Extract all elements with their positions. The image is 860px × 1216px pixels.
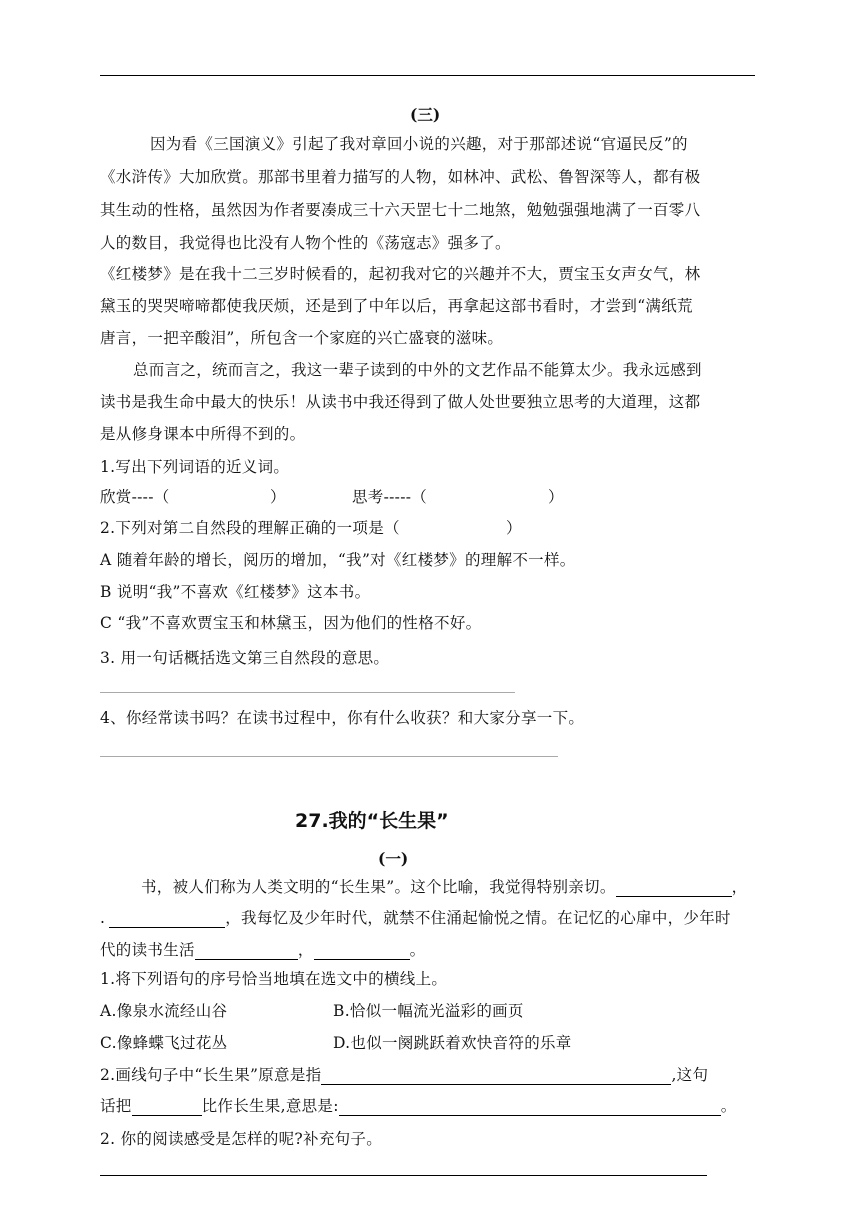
blank-3[interactable] <box>195 943 298 960</box>
q1-synonym-b-close: ） <box>548 488 564 506</box>
paragraph-3-line-2: 读书是我生命中最大的快乐！从读书中我还得到了做人处世要独立思考的大道理，这都 <box>100 393 701 411</box>
lesson-option-a: A.像泉水流经山谷 <box>100 1002 228 1020</box>
lesson-question-2-line-2 <box>100 1096 737 1116</box>
lesson-line-2 <box>100 908 731 928</box>
lesson-line-3-comma: ， <box>297 941 314 959</box>
blank-meaning[interactable] <box>339 1099 721 1116</box>
lesson-line-1-text: 书，被人们称为人类文明的“长生果”。这个比喻，我觉得特别亲切。 <box>141 878 616 896</box>
option-c: C “我”不喜欢贾宝玉和林黛玉，因为他们的性格不好。 <box>100 614 482 632</box>
q1-synonym-a-close: ） <box>270 488 286 506</box>
lesson-question-2-line-2-a: 话把 <box>100 1097 132 1115</box>
lesson-option-d: D.也似一阕跳跃着欢快音符的乐章 <box>333 1034 572 1052</box>
blank-original-meaning[interactable] <box>321 1068 671 1085</box>
blank-compared-thing[interactable] <box>132 1099 202 1116</box>
section-heading: (三) <box>410 105 441 124</box>
lesson-line-1-end: ， <box>731 878 748 896</box>
option-a: A 随着年龄的增长，阅历的增加，“我”对《红楼梦》的理解不一样。 <box>100 551 576 569</box>
lesson-question-2-line-2-end: 。 <box>720 1097 737 1115</box>
top-rule <box>100 75 755 76</box>
paragraph-2-line-2: 黛玉的哭哭啼啼都使我厌烦，还是到了中年以后，再拿起这部书看时，才尝到“满纸荒 <box>100 297 693 315</box>
lesson-question-3: 2. 你的阅读感受是怎样的呢?补充句子。 <box>100 1130 383 1148</box>
blank-1[interactable] <box>616 880 732 897</box>
blank-4[interactable] <box>314 943 410 960</box>
question-2-close: ） <box>506 519 522 537</box>
lesson-option-c: C.像蜂蝶飞过花丛 <box>100 1034 228 1052</box>
paragraph-1-line-1: 因为看《三国演义》引起了我对章回小说的兴趣，对于那部述说“官逼民反”的 <box>150 135 688 153</box>
lesson-line-2-text: ，我每忆及少年时代，就禁不住涌起愉悦之情。在记忆的心扉中，少年时 <box>225 909 731 927</box>
paragraph-1-line-3: 其生动的性格，虽然因为作者要凑成三十六天罡七十二地煞，勉勉强强地满了一百零八 <box>100 201 701 219</box>
paragraph-2-line-1: 《红楼梦》是在我十二三岁时候看的，起初我对它的兴趣并不大，贾宝玉女声女气，林 <box>100 265 701 283</box>
lesson-line-3-end: 。 <box>409 941 426 959</box>
paragraph-2-line-3: 唐言，一把辛酸泪”，所包含一个家庭的兴亡盛衰的滋味。 <box>100 329 504 347</box>
lesson-question-2-text: 2.画线句子中“长生果”原意是指 <box>100 1066 322 1084</box>
answer-line-q4 <box>100 756 558 757</box>
question-1: 1.写出下列词语的近义词。 <box>100 458 290 476</box>
lesson-option-b: B.恰似一幅流光溢彩的画页 <box>333 1002 524 1020</box>
answer-line-lesson-q3 <box>100 1175 707 1176</box>
question-4: 4、你经常读书吗？在读书过程中，你有什么收获？和大家分享一下。 <box>100 709 585 727</box>
paragraph-3-line-3: 是从修身课本中所得不到的。 <box>100 425 306 443</box>
option-b: B 说明“我”不喜欢《红楼梦》这本书。 <box>100 583 371 601</box>
lesson-question-2-line-1 <box>100 1065 708 1085</box>
lesson-line-3 <box>100 940 425 960</box>
lesson-line-3-text: 代的读书生活 <box>100 941 195 959</box>
lesson-line-1 <box>141 877 747 897</box>
paragraph-1-line-4: 人的数目，我觉得也比没有人物个性的《荡寇志》强多了。 <box>100 234 511 252</box>
blank-2[interactable] <box>109 911 225 928</box>
paragraph-3-line-1: 总而言之，统而言之，我这一辈子读到的中外的文艺作品不能算太少。我永远感到 <box>133 361 702 379</box>
question-3: 3. 用一句话概括选文第三自然段的意思。 <box>100 649 390 667</box>
lesson-question-1: 1.将下列语句的序号恰当地填在选文中的横线上。 <box>100 970 448 988</box>
question-2: 2.下列对第二自然段的理解正确的一项是（ <box>100 519 400 537</box>
q1-synonym-b-label: 思考-----（ <box>352 488 428 506</box>
lesson-title: 27.我的“长生果” <box>295 810 449 832</box>
q1-synonym-a-label: 欣赏----（ <box>100 488 170 506</box>
lesson-subheading: (一) <box>378 849 409 868</box>
paragraph-1-line-2: 《水浒传》大加欣赏。那部书里着力描写的人物，如林冲、武松、鲁智深等人，都有极 <box>100 168 701 186</box>
lesson-question-2-line-2-b: 比作长生果,意思是: <box>201 1097 339 1115</box>
lesson-question-2-text-end: ,这句 <box>671 1066 709 1084</box>
lesson-line-2-dot: . <box>100 909 106 927</box>
answer-line-q3 <box>100 692 515 693</box>
